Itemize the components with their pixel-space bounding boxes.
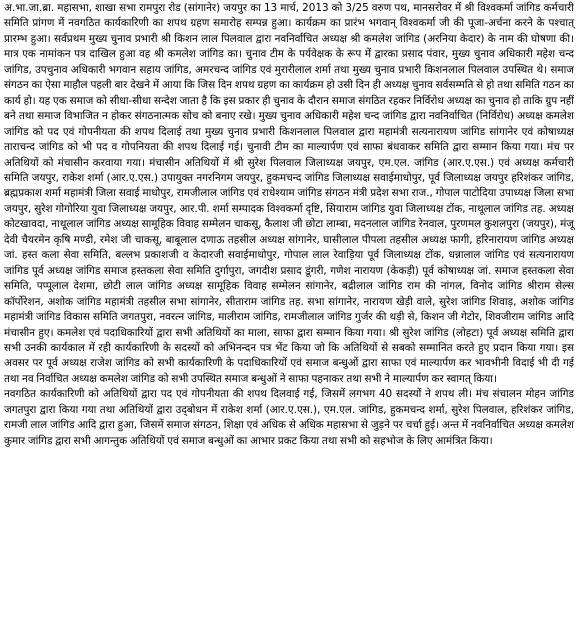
report-paragraph-oath: नवगठित कार्यकारिणी को अतिथियों द्वारा पद एवं गोपनीयता की शपथ दिलवाई गई, जिसमें लगभग 40 सदस्यों ने शपथ ली। मंच संचालन मोहन जांगिड जगतपुरा द्वारा किया गया तथा अतिथियों द्वारा उद्‌बोधन में राकेश शर्मा (आर.ए.एस.), एम.एल. जांगिड, हुकमचन्द शर्मा, सुरेश पिलवाल, हरिशंकर जांगिड, रामजी लाल जांगिड आदि द्वारा हुआ, जिसमें समाज संगठन, शिक्षा एवं अधिक से अधिक महासभा से जुड़ने पर चर्चा हुई। अन्त में नवनिर्वाचित अध्यक्ष कमलेश कुमार जांगिड द्वारा सभी आगन्तुक अतिथियों एवं समाज बन्धुओं का आभार प्रकट किया तथा सभी को सहभोज के लिए आमंत्रित किया। [4, 388, 574, 447]
report-paragraph-ceremony: अ.भा.जा.ब्रा. महासभा, शाखा सभा रामपुरा रोड (सांगानेर) जयपुर का 13 मार्च, 2013 को 3/25 वरुण पथ, मानसरोवर में श्री विश्वकर्मा जांगिड कर्मचारी समिति प्रांगण में नवगठित कार्यकारिणी का शपथ ग्रहण समारोह सम्पन्न हुआ। कार्यक्रम का प्रारंभ भगवान् विश्वकर्मा जी की पूजा-अर्चना करने के पश्चात् प्रारम्भ हुआ। सर्वप्रथम मुख्य चुनाव प्रभारी श्री किशन लाल पिलवाल द्वारा नवनिर्वाचित अध्यक्ष श्री कमलेश जांगिड (अरनिया केदार) के नाम की घोषणा की। मात्र एक नामांकन पत्र दाखिल हुआ वह श्री कमलेश जांगिड का। चुनाव टीम के पर्यवेक्षक के रूप में द्वारका प्रसाद पंवार, मुख्य चुनाव अधिकारी महेश चन्द जांगिड, उपचुनाव अधिकारी भगवान सहाय जांगिड, अमरचन्द जांगिड एवं मुरारीलाल शर्मा तथा मुख्य चुनाव प्रभारी किशनलाल पिलवाल उपस्थित थे। समाज संगठन का ऐसा माहौल पहली बार देखने में आया कि जिस दिन शपथ ग्रहण का कार्यक्रम हो उसी दिन ही अध्यक्ष चुनाव सर्वसम्मति से हो तथा समिति गठन का कार्य हो। यह एक समाज को सीधा-सीधा सन्देश जाता है कि इस प्रकार ही चुनाव के दौरान समाज संगठित रहकर निर्विरोध अध्यक्ष का चुनाव हो ताकि ग्रुप नहीं बने तथा समाज विभाजित न होकर संगठनात्मक सोच को बनाए रखे। मुख्य चुनाव अधिकारी महेश चन्द जांगिड द्वारा नवनिर्वाचित (निर्विरोध) अध्यक्ष कमलेश जांगिड को पद एवं गोपनीयता की शपथ दिलाई तथा मुख्य चुनाव प्रभारी किशनलाल पिलवाल द्वारा महामंत्री सत्यनारायण जांगिड सांगानेर एवं कोषाध्यक्ष ताराचन्द जांगिड को भी पद व गोपनियता की शपथ दिलाई गई। चुनावी टीम का माल्यार्पण एवं साफा बंधवाकर समिति द्वारा सम्मान किया गया। मंच पर अतिथियों को मंचासीन करवाया गया। मंचासीन अतिथियों में श्री सुरेश पिलवाल जिलाध्यक्ष जयपुर, एम.एल. जांगिड (आर.ए.एस.) एवं अध्यक्ष कर्मचारी समिति जयपुर, राकेश शर्मा (आर.ए.एस.) उपायुक्त नगरनिगम जयपुर, हुकमचन्द जांगिड जिलाध्यक्ष सवाईमाधोपुर, पूर्व जिलाध्यक्ष जयपुर हरिशंकर जांगिड, ब्रह्मप्रकाश शर्मा महामंत्री जिला सवाई माधोपुर, रामजीलाल जांगिड एवं राधेश्याम जांगिड संगठन मंत्री प्रदेश सभा राज., गोपाल पाटोदिया उपाध्यक्ष जिला सभा जयपुर, सुरेश गोगोरिया युवा जिलाध्यक्ष जयपुर, आर.पी. शर्मा सम्पादक विश्वकर्मा दृष्टि, सियाराम जांगिड युवा जिलाध्यक्ष टोंक, नाथूलाल जांगिड तह. अध्यक्ष कोटखावदा, नाथूलाल जांगिड अध्यक्ष सामूहिक विवाह सम्मेलन चाकसू, कैलाश जी छोटा लाम्बा, मदनलाल जांगिड रेनवाल, पुरणमल कुशलपुरा (जयपुर), मंजू देवी चैयरमेन कृषि मण्डी, रमेश जी चाकसू, बाबूलाल दणाऊ तहसील अध्यक्ष सांगानेर, घासीलाल पीपला तहसील अध्यक्ष फागी, हरिनारायण जांगिड अध्यक्ष जां. हस्त कला सेवा समिति, बल्लभ प्रकाशजी व केदारजी सवाईमाधोपुर, गोपाल लाल रेवाड़िया पूर्व जिलाध्यक्ष टोंक, धन्नालाल जांगिड एवं सत्यनारायण जांगिड पूर्व अध्यक्ष जांगिड समाज हस्तकला सेवा समिति दुर्गापुरा, जगदीश प्रसाद डूंगरी, गणेश नारायण (केकड़ी) पूर्व कोषाध्यक्ष जां. समाज हस्तकला सेवा समिति, पप्पूलाल देशमा, छोटी लाल जांगिड अध्यक्ष सामूहिक विवाह सम्मेलन सांगानेर, बद्रीलाल जांगिड राम की नांगल, विनोद जांगिड श्रीराम सेल्स कॉर्पोरेशन, अशोक जांगिड महामंत्री तहसील सभा सांगानेर, सीताराम जांगिड तह. सभा सांगानेर, नारायण खेड़ी वाले, सुरेश जांगिड शिवाड़, अशोक जांगिड महामंत्री जांगिड विकास समिति जगतपुरा, नवरत्न जांगिड, मालीराम जांगिड, रामजीलाल जांगिड गुर्जर की थड़ी से, किशन जी गेटोर, शिवजीराम जांगिड आदि मंचासीन हुए। कमलेश एवं पदाधिकारियों द्वारा सभी अतिथियों का माला, साफा द्वारा सम्मान किया गया। श्री सुरेश जांगिड (लोहटा) पूर्व अध्यक्ष समिति द्वारा सभी उनकी कार्यकाल में रही कार्यकारिणी के सदस्यों को अभिनन्दन पत्र भेंट किया जो कि अतिथियों से सबको सम्मानित करते हुए प्रदान किया गया। इस अवसर पर पूर्व अध्यक्ष राजेश जांगिड को सभी कार्यकारिणी के पदाधिकारियों एवं समाज बन्धुओं द्वारा साफा एवं माल्यार्पण कर भावभीनी विदाई भी दी गई तथा नव निर्वाचित अध्यक्ष कमलेश जांगिड को सभी उपस्थित समाज बन्धुओं ने साफा पहनाकर तथा सभी ने माल्यार्पण कर स्वागत् किया। [4, 2, 574, 385]
